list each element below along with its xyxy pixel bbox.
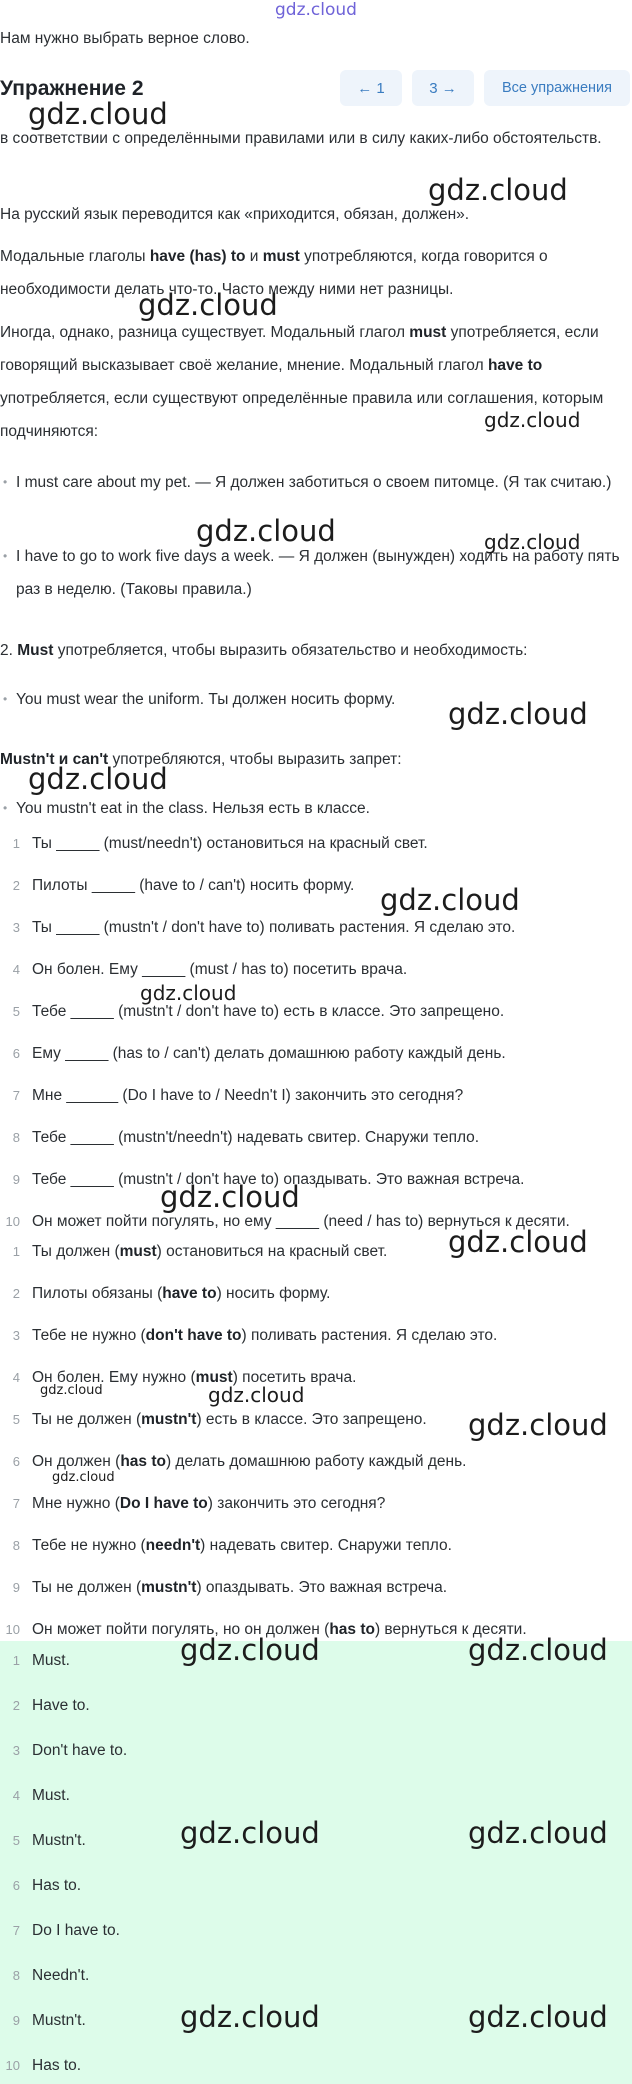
intro-text: Нам нужно выбрать верное слово. <box>0 30 250 47</box>
watermark: gdz.cloud <box>160 1180 300 1214</box>
watermark: gdz.cloud <box>180 1633 320 1667</box>
theory-bullet: • You mustn't eat in the class. Нельзя есть в классе. <box>16 792 622 825</box>
answer-row: 9 Mustn't. <box>12 2012 86 2029</box>
watermark: gdz.cloud <box>468 1408 608 1442</box>
theory-paragraph-4: Иногда, однако, разница существует. Модальный глагол must употребляется, если говорящий высказывает своё желание, мнение. Модальный глагол have to употребляется, если существуют определённые правила или соглашения, которым подчиняются: <box>0 324 604 440</box>
theory-paragraph-1: в соответствии с определёнными правилами или в силу каких-либо обстоятельств. <box>0 130 602 147</box>
watermark: gdz.cloud <box>140 981 237 1005</box>
watermark: gdz.cloud <box>28 97 168 131</box>
theory-paragraph-5: 2. Must употребляется, чтобы выразить обязательство и необходимость: <box>0 642 528 659</box>
translation-row: 5 Ты не должен (mustn't) есть в классе. Это запрещено. <box>12 1411 427 1428</box>
translation-row: 7 Мне нужно (Do I have to) закончить это сегодня? <box>12 1495 386 1512</box>
task-row: 2 Пилоты _____ (have to / can't) носить форму. <box>12 877 355 894</box>
theory-paragraph-6: Mustn't и can't употребляются, чтобы выразить запрет: <box>0 751 402 768</box>
answer-row: 3 Don't have to. <box>12 1742 128 1759</box>
next-exercise-button[interactable]: 3 → <box>412 70 474 106</box>
watermark: gdz.cloud <box>484 408 581 432</box>
task-row: 1 Ты _____ (must/needn't) остановиться на красный свет. <box>12 835 428 852</box>
answer-row: 2 Have to. <box>12 1697 90 1714</box>
watermark: gdz.cloud <box>196 514 336 548</box>
watermark: gdz.cloud <box>468 1633 608 1667</box>
theory-paragraph-2: На русский язык переводится как «приходится, обязан, должен». <box>0 206 470 223</box>
exercise-title: Упражнение 2 <box>0 77 144 100</box>
translation-row: 1 Ты должен (must) остановиться на красный свет. <box>12 1243 388 1260</box>
translation-row: 10 Он может пойти погулять, но он должен (has to) вернуться к десяти. <box>5 1621 527 1638</box>
watermark: gdz.cloud <box>28 762 168 796</box>
task-row: 6 Ему _____ (has to / can't) делать домашнюю работу каждый день. <box>12 1045 506 1062</box>
translation-row: 6 Он должен (has to) делать домашнюю работу каждый день. <box>12 1453 467 1470</box>
answer-row: 8 Needn't. <box>12 1967 90 1984</box>
theory-bullet: • I must care about my pet. — Я должен заботиться о своем питомце. (Я так считаю.) <box>16 466 622 499</box>
task-row: 4 Он болен. Ему _____ (must / has to) посетить врача. <box>12 961 408 978</box>
watermark: gdz.cloud <box>448 1225 588 1259</box>
theory-bullet: • I have to go to work five days a week. — Я должен (вынужден) ходить на работу пять раз в неделю. (Таковы правила.) <box>16 540 622 606</box>
answer-row: 5 Mustn't. <box>12 1832 86 1849</box>
answer-row: 10 Has to. <box>5 2057 82 2074</box>
watermark: gdz.cloud <box>484 530 581 554</box>
translation-row: 4 Он болен. Ему нужно (must) посетить врача. <box>12 1369 357 1386</box>
watermark: gdz.cloud <box>380 883 520 917</box>
theory-bullet: • You must wear the uniform. Ты должен носить форму. <box>16 683 622 716</box>
watermark: gdz.cloud <box>468 2000 608 2034</box>
task-row: 3 Ты _____ (mustn't / don't have to) поливать растения. Я сделаю это. <box>12 919 516 936</box>
answer-row: 6 Has to. <box>12 1877 82 1894</box>
translation-row: 3 Тебе не нужно (don't have to) поливать растения. Я сделаю это. <box>12 1327 498 1344</box>
theory-paragraph-3: Модальные глаголы have (has) to и must употребляются, когда говорится о необходимости делать что-то. Часто между ними нет разницы. <box>0 248 548 298</box>
watermark: gdz.cloud <box>52 1470 115 1485</box>
answer-row: 7 Do I have to. <box>12 1922 120 1939</box>
task-row: 10 Он может пойти погулять, но ему _____ (need / has to) вернуться к десяти. <box>5 1213 570 1230</box>
translation-row: 8 Тебе не нужно (needn't) надевать свитер. Снаружи тепло. <box>12 1537 452 1554</box>
watermark: gdz.cloud <box>40 1383 103 1398</box>
watermark: gdz.cloud <box>180 1816 320 1850</box>
answer-row: 4 Must. <box>12 1787 70 1804</box>
prev-exercise-button[interactable]: ← 1 <box>340 70 402 106</box>
top-watermark: gdz.cloud <box>275 0 357 20</box>
task-row: 8 Тебе _____ (mustn't/needn't) надевать свитер. Снаружи тепло. <box>12 1129 480 1146</box>
watermark: gdz.cloud <box>428 173 568 207</box>
task-row: 5 Тебе _____ (mustn't / don't have to) есть в классе. Это запрещено. <box>12 1003 505 1020</box>
answer-row: 1 Must. <box>12 1652 70 1669</box>
translation-row: 2 Пилоты обязаны (have to) носить форму. <box>12 1285 331 1302</box>
watermark: gdz.cloud <box>468 1816 608 1850</box>
task-row: 9 Тебе _____ (mustn't / don't have to) опаздывать. Это важная встреча. <box>12 1171 525 1188</box>
watermark: gdz.cloud <box>448 697 588 731</box>
translation-row: 9 Ты не должен (mustn't) опаздывать. Это важная встреча. <box>12 1579 448 1596</box>
watermark: gdz.cloud <box>180 2000 320 2034</box>
watermark: gdz.cloud <box>208 1383 305 1407</box>
watermark: gdz.cloud <box>138 288 278 322</box>
task-row: 7 Мне ______ (Do I have to / Needn't I) закончить это сегодня? <box>12 1087 464 1104</box>
all-exercises-button[interactable]: Все упражнения <box>484 70 630 106</box>
